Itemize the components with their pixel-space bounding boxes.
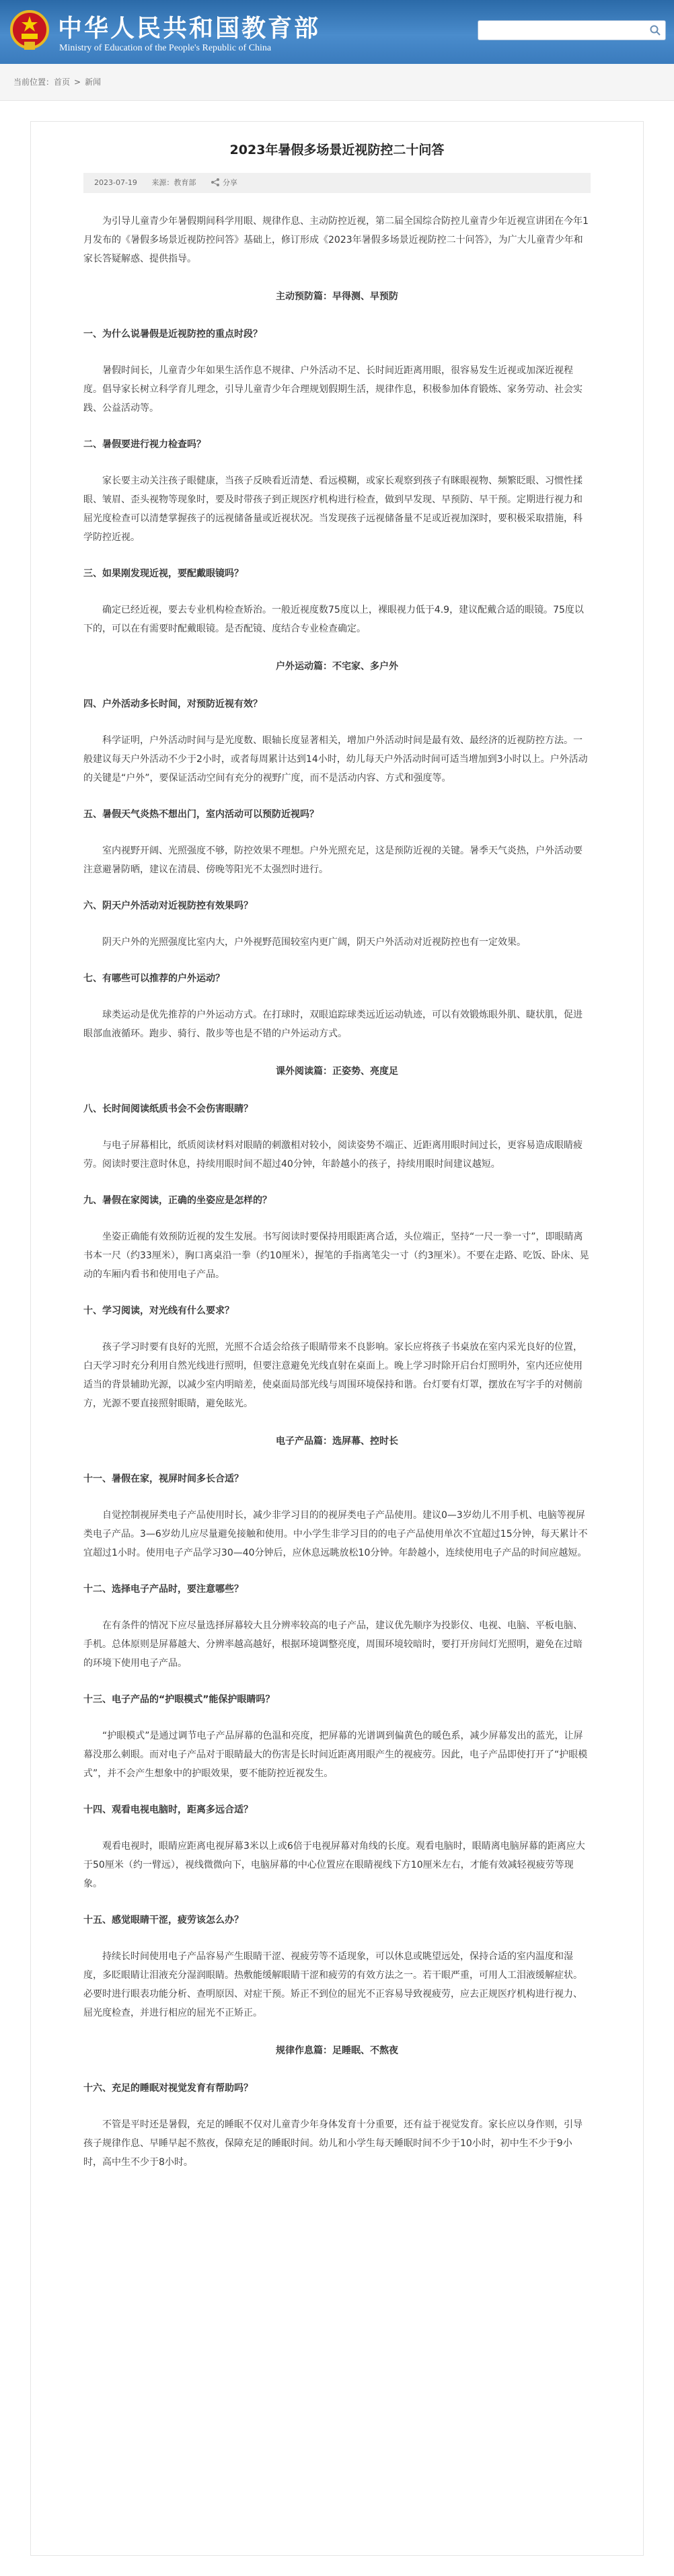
body-paragraph: 不管是平时还是暑假，充足的睡眠不仅对儿童青少年身体发育十分重要，还有益于视觉发育。家长应以身作则，引导孩子规律作息、早睡早起不熬夜，保障充足的睡眠时间。幼儿和小学生每天睡眠时间不少于10小时，初中生不少于9小时，高中生不少于8小时。 bbox=[83, 2119, 583, 2168]
body-paragraph: 确定已经近视，要去专业机构检查矫治。一般近视度数75度以上，裸眼视力低于4.9，建议配戴合适的眼镜。75度以下的，可以在有需要时配戴眼镜。是否配镜、度结合专业检查确定。 bbox=[83, 605, 584, 634]
question-heading: 十四、观看电视电脑时，距离多远合适？ bbox=[83, 1805, 253, 1815]
breadcrumb-news-link[interactable]: 新闻 bbox=[85, 77, 102, 87]
breadcrumb-prefix: 当前位置： bbox=[13, 77, 54, 87]
question-heading: 十二、选择电子产品时，要注意哪些？ bbox=[83, 1584, 244, 1595]
body-paragraph: 暑假时间长，儿童青少年如果生活作息不规律、户外活动不足、长时间近距离用眼，很容易发生近视或加深近视程度。倡导家长树立科学育儿理念，引导儿童青少年合理规划假期生活，规律作息，积极参加体育锻炼、家务劳动、社会实践、公益活动等。 bbox=[83, 365, 583, 414]
breadcrumb bbox=[0, 64, 674, 101]
article-container bbox=[30, 121, 644, 2556]
body-paragraph: 孩子学习时要有良好的光照，光照不合适会给孩子眼睛带来不良影响。家长应将孩子书桌放在室内采光良好的位置，白天学习时充分利用自然光线进行照明，但要注意避免光线直射在桌面上。晚上学习时除开启台灯照明外，室内还应使用适当的背景辅助光源，以减少室内明暗差，使桌面局部光线与周围环境保持和谐。台灯要有灯罩，摆放在写字手的对侧前方，光源不要直接照射眼睛，避免眩光。 bbox=[83, 1342, 583, 1409]
question-heading: 十五、感觉眼睛干涩，疲劳该怎么办？ bbox=[83, 1915, 244, 1926]
article-title: 2023年暑假多场景近视防控二十问答 bbox=[229, 143, 445, 157]
question-heading: 三、如果刚发现近视，要配戴眼镜吗？ bbox=[83, 568, 244, 579]
question-heading: 十、学习阅读，对光线有什么要求？ bbox=[83, 1305, 234, 1316]
section-heading: 户外运动篇：不宅家、多户外 bbox=[276, 661, 398, 672]
body-paragraph: 与电子屏幕相比，纸质阅读材料对眼睛的刺激相对较小，阅读姿势不端正、近距离用眼时间过长，更容易造成眼睛疲劳。阅读时要注意时休息，持续用眼时间不超过40分钟，年龄越小的孩子，持续用眼时间建议越短。 bbox=[83, 1140, 583, 1170]
section-heading: 电子产品篇：选屏幕、控时长 bbox=[276, 1436, 398, 1447]
body-paragraph: 球类运动是优先推荐的户外运动方式。在打球时，双眼追踪球类远近运动轨迹，可以有效锻炼眼外肌、睫状肌，促进眼部血液循环。跑步、骑行、散步等也是不错的户外运动方式。 bbox=[83, 1010, 583, 1039]
site-header bbox=[0, 0, 674, 64]
body-paragraph: “护眼模式”是通过调节电子产品屏幕的色温和亮度，把屏幕的光谱调到偏黄色的暖色系，减少屏幕发出的蓝光，让屏幕没那么刺眼。而对电子产品对于眼睛最大的伤害是长时间近距离用眼产生的视疲劳。因此，电子产品即使打开了“护眼模式”，并不会产生想象中的护眼效果，要不能防控近视发生。 bbox=[83, 1731, 588, 1779]
question-heading: 一、为什么说暑假是近视防控的重点时段？ bbox=[83, 329, 262, 340]
question-heading: 七、有哪些可以推荐的户外运动？ bbox=[83, 973, 225, 984]
breadcrumb-home-link[interactable]: 首页 bbox=[54, 77, 71, 87]
section-heading: 课外阅读篇：正姿势、亮度足 bbox=[276, 1066, 398, 1077]
question-heading: 十三、电子产品的“护眼模式”能保护眼睛吗？ bbox=[83, 1694, 275, 1705]
search-box bbox=[478, 20, 666, 40]
question-heading: 八、长时间阅读纸质书会不会伤害眼睛？ bbox=[83, 1104, 253, 1114]
section-heading: 规律作息篇：足睡眠、不熬夜 bbox=[276, 2045, 398, 2056]
share-icon bbox=[211, 178, 220, 187]
search-icon[interactable] bbox=[649, 24, 661, 36]
national-emblem-icon bbox=[9, 9, 50, 52]
section-heading: 主动预防篇：早得测、早预防 bbox=[276, 291, 398, 302]
question-heading: 十六、充足的睡眠对视觉发育有帮助吗？ bbox=[83, 2083, 253, 2094]
share-button[interactable] bbox=[211, 178, 250, 187]
breadcrumb-separator: > bbox=[74, 77, 81, 87]
question-heading: 九、暑假在家阅读，正确的坐姿应是怎样的？ bbox=[83, 1195, 272, 1206]
article-meta bbox=[83, 173, 591, 193]
question-heading: 五、暑假天气炎热不想出门，室内活动可以预防近视吗？ bbox=[83, 809, 319, 820]
question-heading: 十一、暑假在家，视屏时间多长合适？ bbox=[83, 1474, 244, 1484]
body-paragraph: 科学证明，户外活动时间与是光度数、眼轴长度显著相关，增加户外活动时间是最有效、最经济的近视防控方法。一般建议每天户外活动不少于2小时，或者每周累计达到14小时，幼儿每天户外活动时间可适当增加到3小时以上。户外活动的关键是“户外”，要保证活动空间有充分的视野广度，而不是活动内容、方式和强度等。 bbox=[83, 735, 588, 784]
question-heading: 六、阴天户外活动对近视防控有效果吗？ bbox=[83, 901, 253, 911]
body-paragraph: 家长要主动关注孩子眼健康，当孩子反映看近清楚、看远模糊，或家长观察到孩子有眯眼视物、频繁眨眼、习惯性揉眼、皱眉、歪头视物等现象时，要及时带孩子到正规医疗机构进行检查，做到早发现、早预防、早干预。定期进行视力和屈光度检查可以清楚掌握孩子的远视储备量或近视状况。当发现孩子远视储备量不足或近视加深时，要积极采取措施，科学防控近视。 bbox=[83, 476, 583, 543]
article-body bbox=[83, 212, 591, 2172]
body-paragraph: 为引导儿童青少年暑假期间科学用眼、规律作息、主动防控近视，第二届全国综合防控儿童青少年近视宣讲团在今年1月发布的《暑假多场景近视防控问答》基础上，修订形成《2023年暑假多场景近视防控二十问答》，为广大儿童青少年和家长答疑解惑、提供指导。 bbox=[83, 216, 589, 264]
question-heading: 四、户外活动多长时间，对预防近视有效？ bbox=[83, 699, 262, 710]
share-label: 分享 bbox=[222, 178, 237, 187]
body-paragraph: 观看电视时，眼睛应距离电视屏幕3米以上或6倍于电视屏幕对角线的长度。观看电脑时，眼睛离电脑屏幕的距离应大于50厘米（约一臂远），视线微微向下，电脑屏幕的中心位置应在眼睛视线下方10厘米左右，才能有效减轻视疲劳等现象。 bbox=[83, 1841, 585, 1889]
site-subtitle: Ministry of Education of the People's Republic of China bbox=[59, 43, 272, 53]
body-paragraph: 在有条件的情况下应尽量选择屏幕较大且分辨率较高的电子产品，建议优先顺序为投影仪、电视、电脑、平板电脑、手机。总体原则是屏幕越大、分辨率越高越好，根据环境调整亮度，周围环境较暗时，要打开房间灯光照明，避免在过暗的环境下使用电子产品。 bbox=[83, 1620, 583, 1669]
site-title[interactable]: 中华人民共和国教育部 bbox=[58, 15, 321, 42]
question-heading: 二、暑假要进行视力检查吗？ bbox=[83, 439, 206, 450]
article-source: 来源：教育部 bbox=[151, 178, 196, 187]
body-paragraph: 阴天户外的光照强度比室内大，户外视野范围较室内更广阔，阴天户外活动对近视防控也有一定效果。 bbox=[102, 937, 526, 948]
body-paragraph: 室内视野开阔、光照强度不够，防控效果不理想。户外光照充足，这是预防近视的关键。暑季天气炎热，户外活动要注意避暑防晒，建议在清晨、傍晚等阳光不太强烈时进行。 bbox=[83, 845, 583, 875]
article-date: 2023-07-19 bbox=[94, 178, 137, 187]
body-paragraph: 自觉控制视屏类电子产品使用时长，减少非学习目的的视屏类电子产品使用。建议0—3岁幼儿不用手机、电脑等视屏类电子产品。3—6岁幼儿应尽量避免接触和使用。中小学生非学习目的的电子产品使用单次不宜超过15分钟，每天累计不宜超过1小时。使用电子产品学习30—40分钟后，应休息远眺放松10分钟。年龄越小，连续使用电子产品的时间应越短。 bbox=[83, 1510, 588, 1558]
search-input[interactable] bbox=[478, 21, 640, 40]
body-paragraph: 持续长时间使用电子产品容易产生眼睛干涩、视疲劳等不适现象，可以休息或眺望远处，保持合适的室内温度和湿度，多眨眼睛让泪液充分湿润眼睛。热敷能缓解眼睛干涩和疲劳的有效方法之一。若干眼严重，可用人工泪液缓解症状。必要时进行眼表功能分析、查明原因、对症干预。矫正不到位的屈光不正容易导致视疲劳，应去正规医疗机构进行视力、屈光度检查，并进行相应的屈光不正矫正。 bbox=[83, 1951, 583, 2018]
body-paragraph: 坐姿正确能有效预防近视的发生发展。书写阅读时要保持用眼距离合适，头位端正，坚持“一尺一拳一寸”，即眼睛离书本一尺（约33厘米），胸口离桌沿一拳（约10厘米），握笔的手指离笔尖一寸（约3厘米）。不要在走路、吃饭、卧床、晃动的车厢内看书和使用电子产品。 bbox=[83, 1232, 589, 1280]
